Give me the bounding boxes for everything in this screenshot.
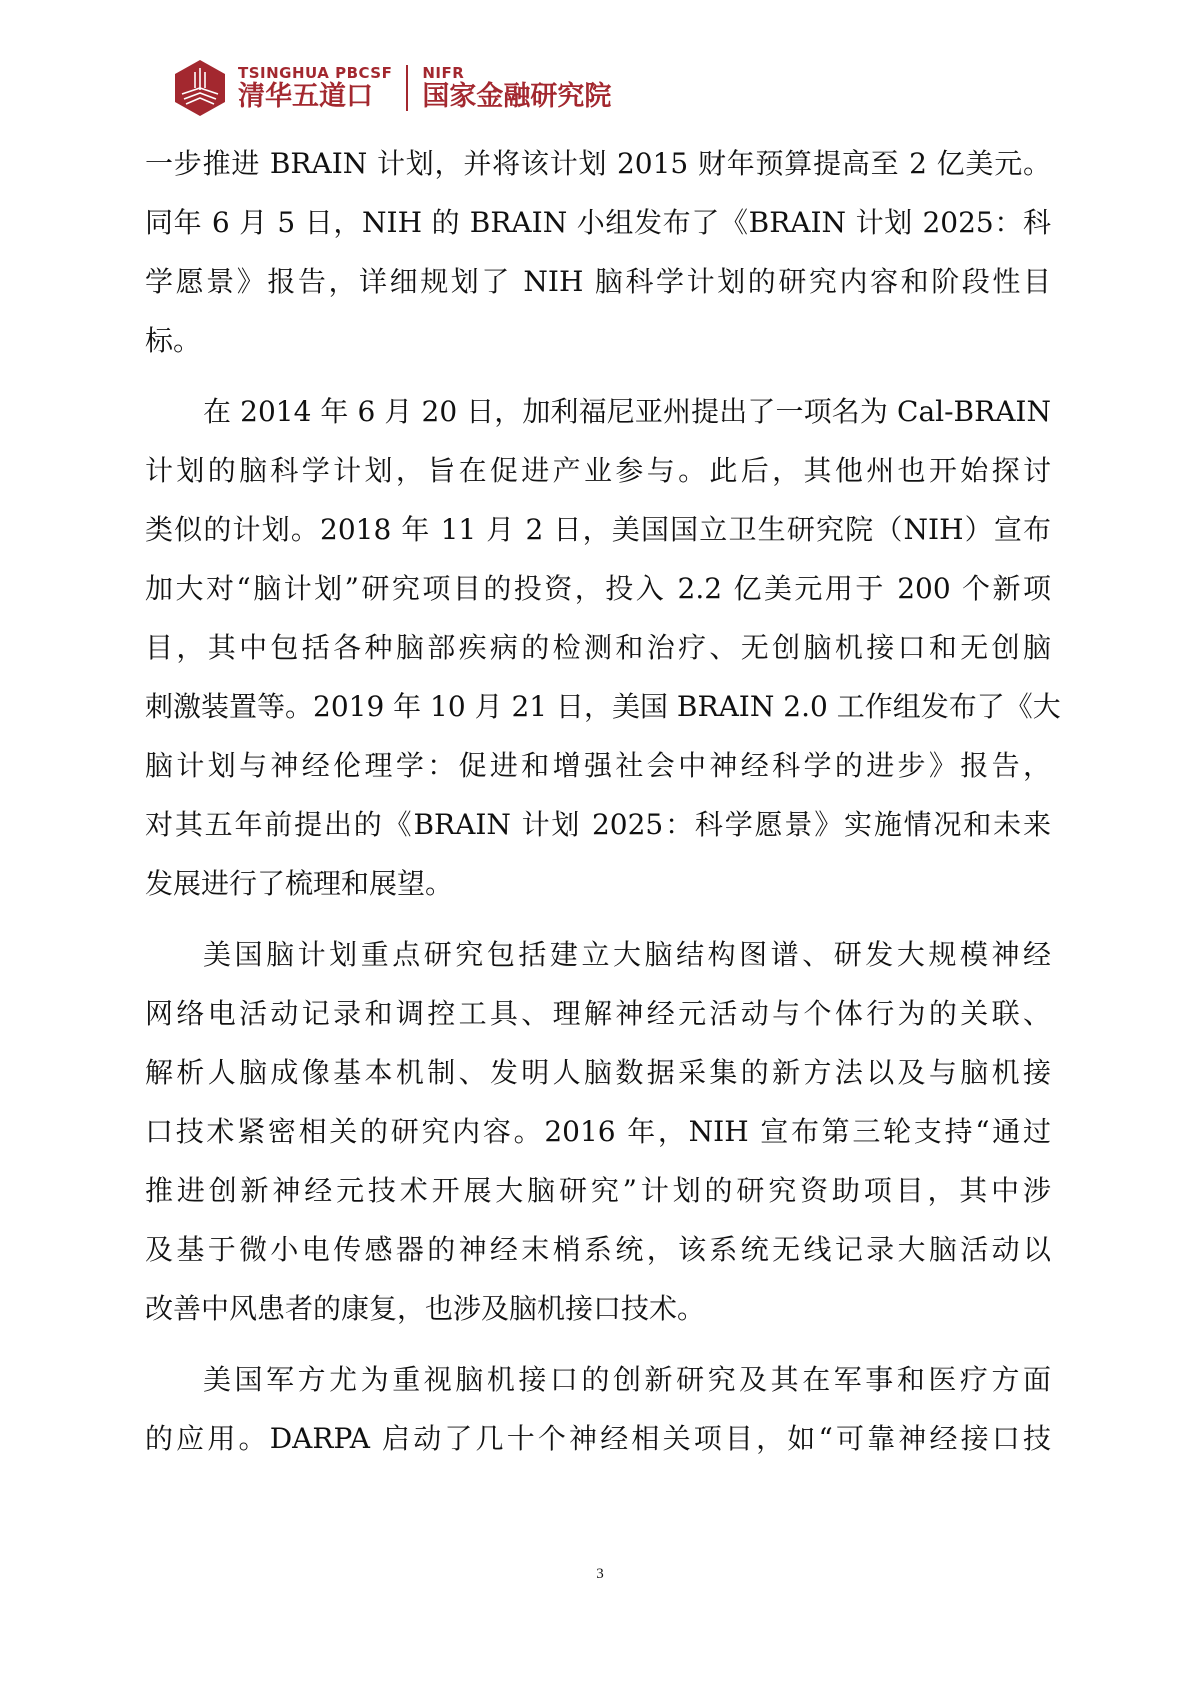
- text-line: 美国脑计划重点研究包括建立大脑结构图谱、研发大规模神经: [203, 938, 1051, 971]
- nifr-brand: [422, 66, 611, 110]
- logo-zh: 清华五道口: [238, 81, 373, 112]
- text-line: 目，其中包括各种脑部疾病的检测和治疗、无创脑机接口和无创脑: [145, 631, 1051, 664]
- paragraph: [145, 925, 1051, 1338]
- text-line: 网络电活动记录和调控工具、理解神经元活动与个体行为的关联、: [145, 997, 1051, 1030]
- pbcsf-brand: [238, 66, 392, 110]
- logo-en: TSINGHUA PBCSF: [238, 64, 393, 82]
- text-line: 推进创新神经元技术开展大脑研究”计划的研究资助项目，其中涉: [145, 1174, 1051, 1207]
- text-line: 加大对“脑计划”研究项目的投资，投入 2.2 亿美元用于 200 个新项: [145, 572, 1051, 605]
- text-line: 脑计划与神经伦理学：促进和增强社会中神经科学的进步》报告，: [145, 749, 1051, 782]
- institute-zh: 国家金融研究院: [422, 81, 612, 112]
- text-line: 口技术紧密相关的研究内容。2016 年，NIH 宣布第三轮支持“通过: [145, 1115, 1051, 1148]
- text-line: 及基于微小电传感器的神经末梢系统，该系统无线记录大脑活动以: [145, 1233, 1051, 1266]
- text-line: 对其五年前提出的《BRAIN 计划 2025：科学愿景》实施情况和未来: [145, 808, 1051, 841]
- text-line: 类似的计划。2018 年 11 月 2 日，美国国立卫生研究院（NIH）宣布: [145, 513, 1051, 546]
- paragraph: [145, 1350, 1051, 1468]
- text-line: 一步推进 BRAIN 计划，并将该计划 2015 财年预算提高至 2 亿美元。: [145, 147, 1051, 180]
- text-line: 美国军方尤为重视脑机接口的创新研究及其在军事和医疗方面: [203, 1363, 1051, 1396]
- text-line: 学愿景》报告，详细规划了 NIH 脑科学计划的研究内容和阶段性目: [145, 265, 1051, 298]
- text-line: 改善中风患者的康复，也涉及脑机接口技术。: [145, 1292, 706, 1325]
- text-line: 刺激装置等。2019 年 10 月 21 日，美国 BRAIN 2.0 工作组发布了《大: [145, 690, 1061, 723]
- text-line: 在 2014 年 6 月 20 日，加利福尼亚州提出了一项名为 Cal-BRAIN: [203, 395, 1051, 428]
- header-logo: [172, 58, 611, 118]
- text-line: 标。: [145, 324, 202, 357]
- page-number: 3: [596, 1566, 604, 1582]
- text-line: 同年 6 月 5 日，NIH 的 BRAIN 小组发布了《BRAIN 计划 2025：科: [145, 206, 1051, 239]
- text-line: 发展进行了梳理和展望。: [145, 867, 454, 900]
- logo-divider: [406, 65, 408, 111]
- text-line: 解析人脑成像基本机制、发明人脑数据采集的新方法以及与脑机接: [145, 1056, 1051, 1089]
- tsinghua-hexagon-logo-icon: [172, 58, 228, 118]
- paragraph: [145, 134, 1051, 370]
- text-line: 计划的脑科学计划，旨在促进产业参与。此后，其他州也开始探讨: [145, 454, 1051, 487]
- paragraph: [145, 382, 1061, 913]
- document-body: [145, 134, 1061, 1480]
- text-line: 的应用。DARPA 启动了几十个神经相关项目，如“可靠神经接口技: [145, 1422, 1051, 1455]
- institute-en: NIFR: [422, 64, 465, 82]
